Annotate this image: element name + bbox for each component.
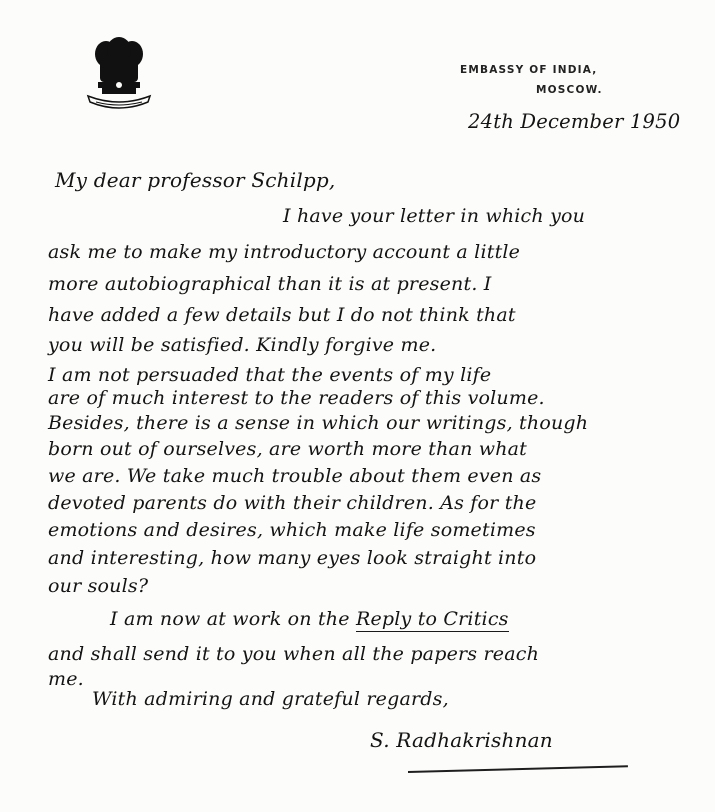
letter-line-1: I have your letter in which you: [283, 205, 586, 227]
letterhead-embassy: EMBASSY OF INDIA,: [460, 64, 598, 76]
letter-line-9: born out of ourselves, are worth more than what: [48, 438, 528, 460]
reply-to-critics-title: Reply to Critics: [355, 608, 509, 630]
letter-line-6: I am not persuaded that the events of my life: [48, 364, 492, 386]
letter-line-17: me.: [48, 668, 84, 690]
salutation: My dear professor Schilpp,: [55, 168, 336, 192]
letter-line-13: and interesting, how many eyes look straight into: [48, 547, 537, 569]
letter-line-15: [110, 610, 509, 629]
letterhead-city: MOSCOW.: [536, 84, 603, 96]
letter-line-4: have added a few details but I do not think that: [48, 304, 516, 326]
letter-line-3: more autobiographical than it is at present. I: [48, 273, 492, 295]
letter-line-14: our souls?: [48, 575, 149, 597]
letter-line-5: you will be satisfied. Kindly forgive me.: [48, 334, 437, 356]
letter-line-16: and shall send it to you when all the papers reach: [48, 643, 540, 665]
state-emblem-icon: [82, 36, 156, 114]
letter-line-11: devoted parents do with their children. As for the: [48, 492, 537, 514]
letter-date: 24th December 1950: [468, 110, 681, 133]
letter-line-10: we are. We take much trouble about them even as: [48, 465, 542, 487]
closing: With admiring and grateful regards,: [92, 688, 449, 710]
letter-line-12: emotions and desires, which make life sometimes: [48, 519, 536, 541]
signature: S. Radhakrishnan: [370, 728, 553, 752]
letter-line-15-text: I am now at work on the: [110, 608, 350, 630]
letter-line-8: Besides, there is a sense in which our writings, though: [48, 412, 589, 434]
letter-line-7: are of much interest to the readers of this volume.: [48, 387, 545, 409]
signature-underline: [408, 765, 628, 773]
letter-line-2: ask me to make my introductory account a little: [48, 241, 521, 263]
